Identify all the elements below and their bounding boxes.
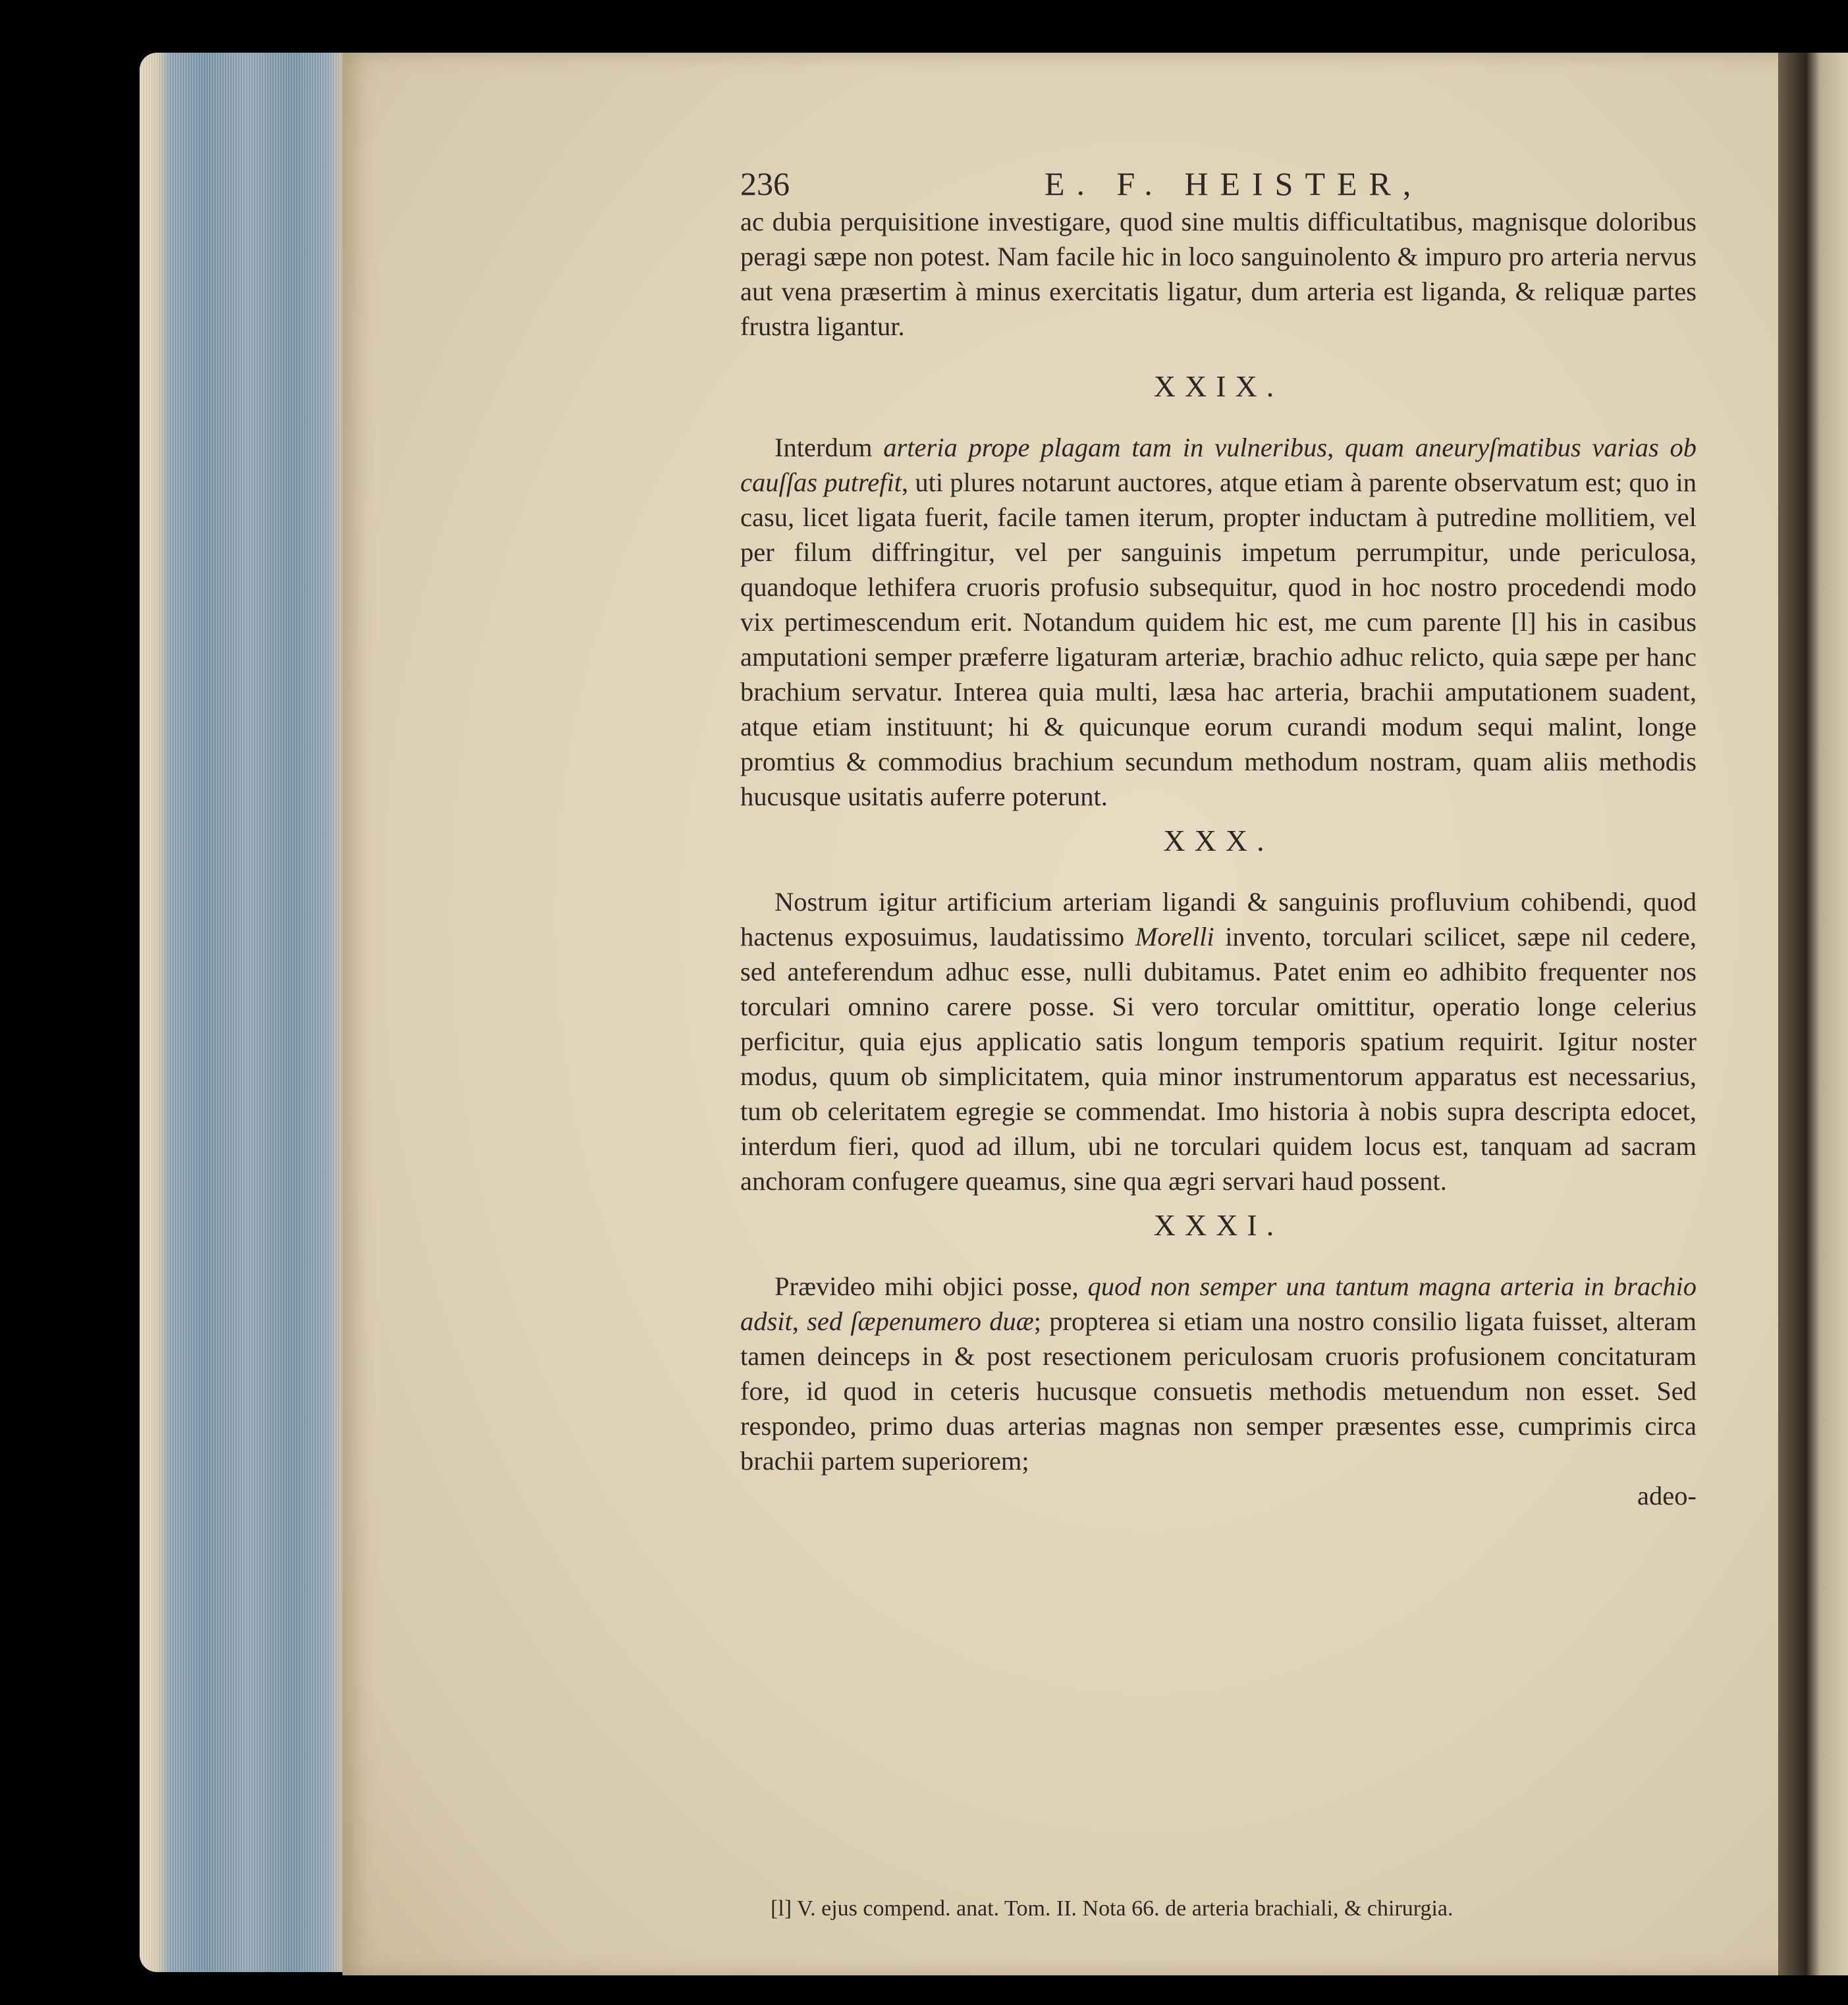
paragraph-31-part-4: ; propterea si etiam una nostro consilio ligata fuisset, alteram tamen deinceps in & post resectionem periculosam cruoris profusionem concitaturam fore, id quod in ceteris hucusque consuetis methodis metuendum non esset. Sed respondeo, primo duas arterias magnas non semper præsentes esse, cumprimis circa brachii partem superiorem; (740, 1306, 1697, 1476)
paragraph-31-part-0: Prævideo mihi objici posse, (775, 1271, 1088, 1301)
paragraph-30-part-1: Morelli (1135, 922, 1214, 951)
running-head: E. F. HEISTER, (1045, 165, 1423, 202)
paragraph-31-part-1: quod non semper una tantum magna arteria in brachio adsit (740, 1271, 1697, 1336)
catchword: adeo- (1637, 1481, 1697, 1510)
paragraph-31 (740, 1269, 1697, 1478)
paragraph-31-part-3: sed ſæpenumero duæ (807, 1306, 1034, 1336)
section-number-31: XXXI. (1153, 1208, 1284, 1242)
paragraph-29-part-2: , (1327, 433, 1345, 462)
paragraph-29-part-3: quam aneuryſmatibus varias ob cauſſas putrefit (740, 433, 1697, 497)
book-fore-edge (140, 53, 357, 1972)
footnote: [l] V. ejus compend. anat. Tom. II. Nota 66. de arteria brachiali, & chirurgia. (771, 1896, 1454, 1921)
paragraph-29-part-1: arteria prope plagam tam in vulneribus (883, 433, 1328, 462)
page-header (740, 165, 1697, 204)
gutter-shadow (1778, 53, 1848, 1975)
paragraph-30-part-2: invento, torculari scilicet, sæpe nil cedere, sed anteferendum adhuc esse, nulli dubitamus. Patet enim eo adhibito frequenter nos torculari omnino carere posse. Si vero torcular omittitur, operatio longe celerius perficitur, quia ejus applicatio satis longum temporis spatium requirit. Igitur noster modus, quum ob simplicitatem, quia minor instrumentorum apparatus est necessarius, tum ob celeritatem egregie se commendat. Imo historia à nobis supra descripta edocet, interdum fieri, quod ad illum, ubi ne torculari quidem locus est, tanquam ad sacram anchoram confugere queamus, sine qua ægri servari haud possent. (740, 922, 1697, 1196)
paragraph-continuation: ac dubia perquisitione investigare, quod sine multis difficultatibus, magnisque doloribus peragi sæpe non potest. Nam facile hic in loco sanguinolento & impuro pro arteria nervus aut vena præsertim à minus exercitatis ligatur, dum arteria est liganda, & reliquæ partes frustra ligantur. (740, 207, 1697, 341)
paragraph-29-part-0: Interdum (775, 433, 884, 462)
text-block (740, 165, 1697, 1513)
section-number-29: XXIX. (1153, 369, 1284, 403)
paragraph-31-part-2: , (792, 1306, 807, 1336)
paragraph-30 (740, 884, 1697, 1198)
paragraph-30-part-0: Nostrum igitur artificium arteriam ligandi & sanguinis profluvium cohibendi, quod hactenus exposuimus, laudatissimo (740, 887, 1697, 951)
section-number-30: XXX. (1163, 824, 1274, 857)
paragraph-29 (740, 430, 1697, 814)
page-number: 236 (740, 165, 790, 202)
paragraph-29-part-4: , uti plures notarunt auctores, atque etiam à parente observatum est; quo in casu, licet ligata fuerit, facile tamen iterum, propter inductam à putredine mollitiem, vel per filum diffringitur, vel per sanguinis impetum perrumpitur, unde periculosa, quandoque lethifera cruoris profusio subsequitur, quod in hoc nostro procedendi modo vix pertimescendum erit. Notandum quidem hic est, me cum parente [l] his in casibus amputationi semper præferre ligaturam arteriæ, brachio adhuc relicto, quia sæpe per hanc brachium servatur. Interea quia multi, læsa hac arteria, brachii amputationem suadent, atque etiam instituunt; hi & quicunque eorum curandi modum sequi malint, longe promtius & commodius brachium secundum methodum nostram, quam aliis methodis hucusque usitatis auferre poterunt. (740, 468, 1697, 811)
